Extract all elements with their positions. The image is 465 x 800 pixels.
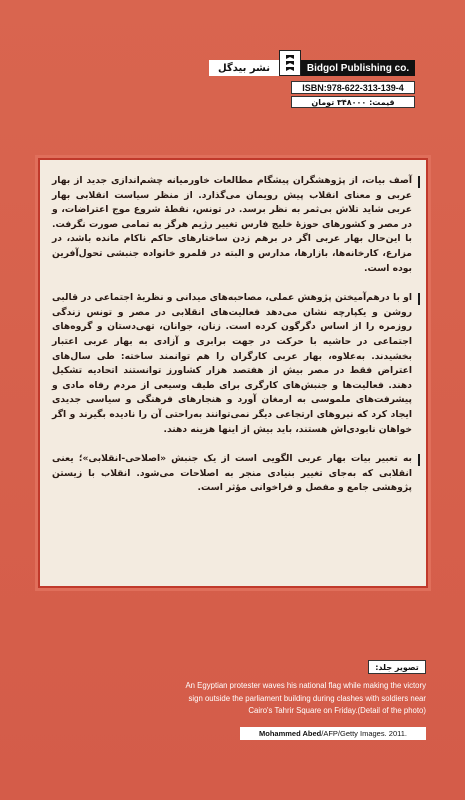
photographer-agency: /AFP/Getty Images. 2011. [321,729,407,738]
photographer-name: Mohammed Abed [259,729,322,738]
isbn-label: ISBN:978-622-313-139-4 [291,81,415,94]
price-label: قیمت: ۳۴۸۰۰۰ تومان [291,96,415,108]
publisher-bar [209,60,415,76]
publisher-block [209,46,415,108]
publisher-logo-icon [279,50,301,76]
blurb-paragraph-1: آصف بیات، از پژوهشگران پیشگام مطالعات خاورمیانه چشم‌اندازی جدید از بهار عربی و معنای انقلاب پیش رویمان می‌گذارد. از منظر سیاست انقلابی بهار عربی شاید تلاش بی‌ثمر به نظر برسد. در تونس، نقطهٔ شروع موج اعتراضات، و در مصر و کشورهای حوزهٔ خلیج فارس تغییر رژیم هرگز به تمامی صورت نگرفت. با این‌حال بهار عربی اگر در برهم زدن ساختارهای حاکم ناکام مانده باشد، در مزارع، کارخانه‌ها، بازارها، مدارس و البته در قلمرو خانواده جنبشی تحول‌آفرین بوده است. [52,174,414,276]
publisher-name-fa: نشر بیدگل [209,60,279,76]
cover-photo-label: تصویر جلد: [368,660,426,674]
blurb-paragraph-2: او با درهم‌آمیختن پژوهش عملی، مصاحبه‌های میدانی و نظریهٔ اجتماعی در قالبی روشن و یکپارچه نشان می‌دهد فعالیت‌های انقلابی در مصر و تونس زندگی روزمره را از اساس دگرگون کرده است. زنان، جوانان، تهی‌دستان و گروه‌های اجتماعی در حاشیه با حرکت در جهت برابری و آزادی به بهار عربی اعتبار بخشیدند. به‌علاوه، بهار عربی کارگران را هم توانمند ساخته: طی سال‌های اعتراض فقط در مصر بیش از هفتصد هزار کشاورز توانستند اتحادیه تشکیل دهند. فعالیت‌ها و جنبش‌های کارگری برای طیف وسیعی از مردم رفاه مادی و پیشرفت‌های ملموسی به ارمغان آورد و هنجارهای فرهنگی و سیاسی جدیدی ایجاد کرد که نیروهای ارتجاعی دیگر نمی‌توانند به‌راحتی آن را نادیده بگیرند و اگر خواهان نابودی‌اش هستند، باید بیش از اینها هزینه دهند. [52,291,414,437]
cover-photo-caption: An Egyptian protester waves his national flag while making the victory sign outside the parliament building during clashes with soldiers near Cairo's Tahrir Square on Friday.(Detail of the photo) [185,681,426,715]
publisher-name-en: Bidgol Publishing co. [301,60,415,76]
blurb-paragraph-3: به تعبیر بیات بهار عربی الگویی است از یک جنبش «اصلاحی-انقلابی»؛ یعنی انقلابی که به‌جای تغییر بنیادی منجر به اصلاحات می‌شود. انقلاب با زیستن پژوهشی جامع و مفصل و فراخوانی مؤثر است. [52,452,414,496]
photographer-credit [240,727,426,740]
blurb-panel [38,158,428,588]
